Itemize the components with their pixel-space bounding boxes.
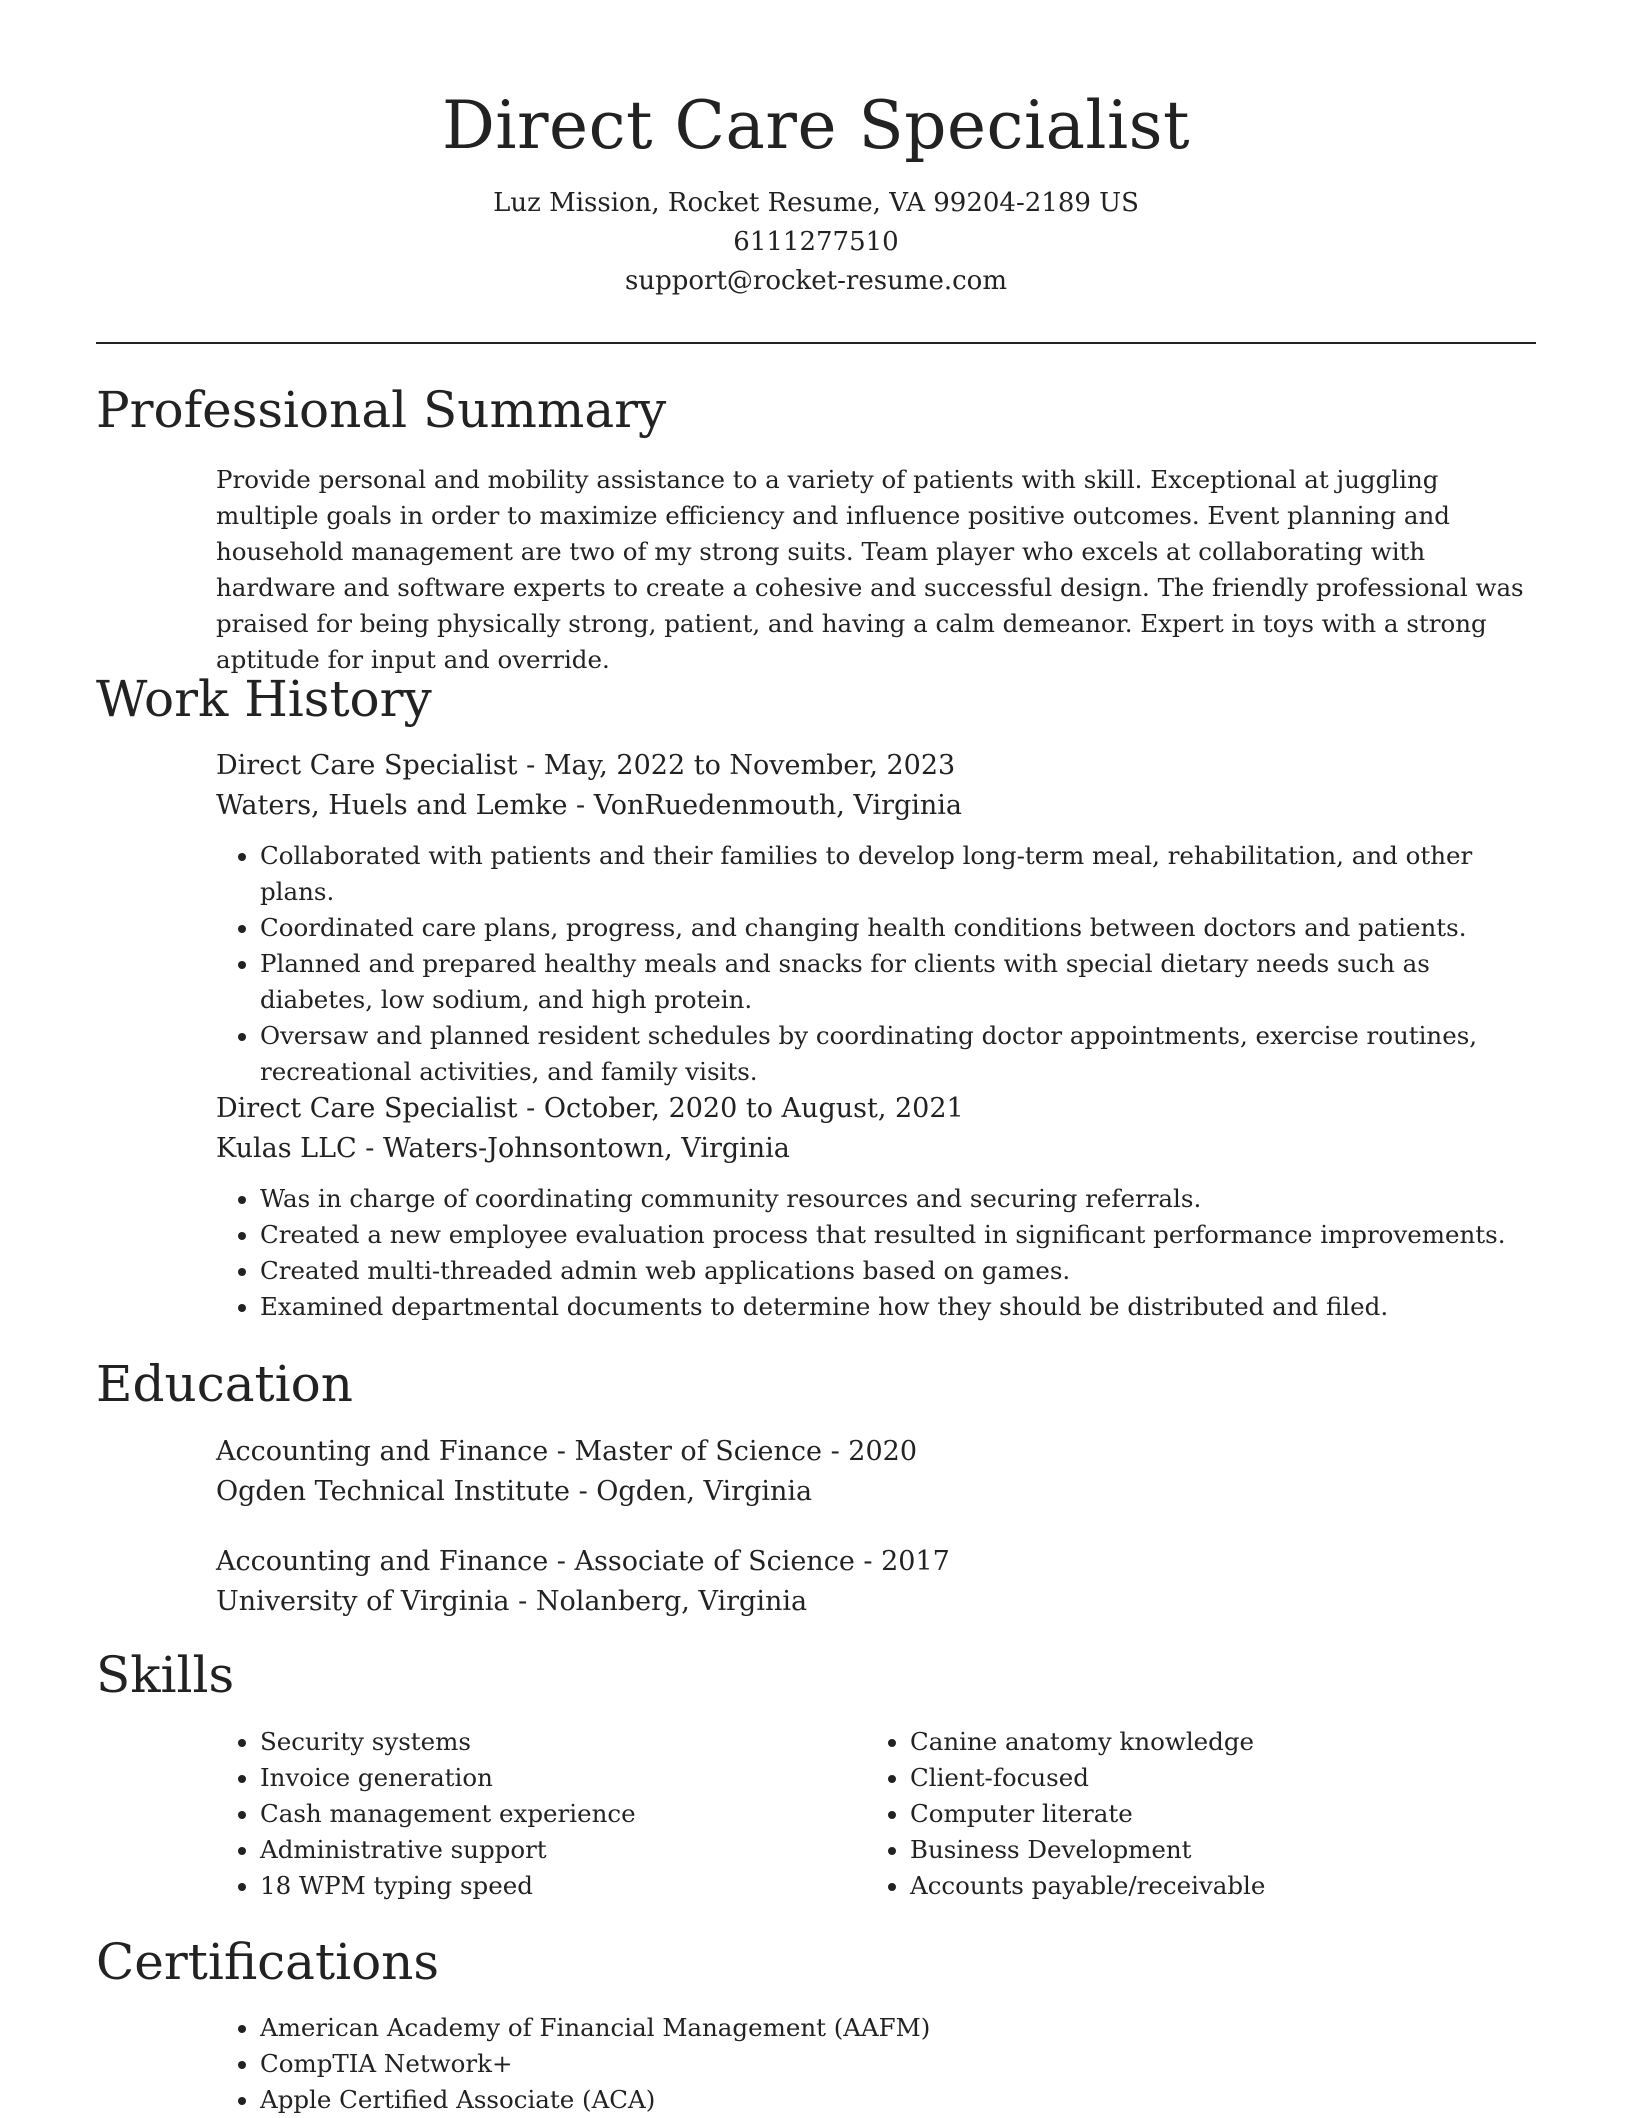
job-bullet: • Coordinated care plans, progress, and changing health conditions between doctors and patients. [260, 910, 1536, 946]
job-role: Direct Care Specialist [216, 1093, 518, 1124]
school-line: University of Virginia - Nolanberg, Virginia [216, 1586, 808, 1617]
job-bullet: • Was in charge of coordinating community resources and securing referrals. [260, 1181, 1536, 1217]
job-bullet: • Created multi-threaded admin web applications based on games. [260, 1253, 1536, 1289]
edu-school: Ogden Technical Institute [216, 1476, 570, 1507]
education-heading: Education [96, 1355, 353, 1413]
job-bullet: • Created a new employee evaluation process that resulted in significant performance improvements. [260, 1217, 1536, 1253]
contact-phone: 6111277510 [733, 227, 899, 257]
certification-item: • American Academy of Financial Management (AAFM) [260, 2010, 1536, 2046]
skill-item: • Client-focused [910, 1760, 1516, 1796]
job-bullet: • Collaborated with patients and their families to develop long-term meal, rehabilitation, and other plans. [260, 838, 1536, 910]
job-company: Waters, Huels and Lemke [216, 790, 568, 821]
skills-list [866, 1724, 1516, 1904]
summary-heading: Professional Summary [96, 381, 667, 439]
edu-school: University of Virginia [216, 1586, 510, 1617]
education-entry [216, 1432, 1536, 1512]
job-role: Direct Care Specialist [216, 750, 518, 781]
job-bullet: • Oversaw and planned resident schedules by coordinating doctor appointments, exercise routines, recreational activities, and family visits. [260, 1018, 1536, 1090]
job-title-line: Direct Care Specialist - May, 2022 to November, 2023 [216, 750, 956, 781]
edu-field: Accounting and Finance [216, 1546, 549, 1577]
skill-item: • Business Development [910, 1832, 1516, 1868]
job-dates: May, 2022 to November, 2023 [543, 750, 956, 781]
skill-item: • 18 WPM typing speed [260, 1868, 866, 1904]
job-company-line: Waters, Huels and Lemke - VonRuedenmouth, Virginia [216, 790, 963, 821]
certifications-list [216, 2010, 1536, 2118]
resume-header [0, 0, 1632, 301]
skills-list [216, 1724, 866, 1904]
skill-item: • Accounts payable/receivable [910, 1868, 1516, 1904]
job-location: VonRuedenmouth, Virginia [593, 790, 963, 821]
contact-email: support@rocket-resume.com [624, 266, 1007, 296]
job-bullet: • Planned and prepared healthy meals and snacks for clients with special dietary needs such as diabetes, low sodium, and high protein. [260, 946, 1536, 1018]
skill-item: • Computer literate [910, 1796, 1516, 1832]
job-entry [216, 1089, 1536, 1325]
header-divider [96, 342, 1536, 344]
skill-item: • Security systems [260, 1724, 866, 1760]
job-dates: October, 2020 to August, 2021 [543, 1093, 964, 1124]
job-bullets [216, 838, 1536, 1090]
degree-line: Accounting and Finance - Associate of Science - 2017 [216, 1546, 950, 1577]
certifications-heading: Certifications [96, 1933, 440, 1991]
education-entry [216, 1542, 1536, 1622]
edu-year: 2017 [881, 1546, 950, 1577]
edu-field: Accounting and Finance [216, 1436, 549, 1467]
job-location: Waters-Johnsontown, Virginia [382, 1133, 790, 1164]
candidate-name: Direct Care Specialist [441, 87, 1191, 164]
skills-section [216, 1724, 1536, 1904]
skill-item: • Cash management experience [260, 1796, 866, 1832]
certification-item: • Apple Certified Associate (ACA) [260, 2082, 1536, 2118]
summary-section [216, 462, 1536, 678]
contact-block [0, 184, 1632, 301]
school-line: Ogden Technical Institute - Ogden, Virginia [216, 1476, 813, 1507]
certification-item: • CompTIA Network+ [260, 2046, 1536, 2082]
degree-line: Accounting and Finance - Master of Science - 2020 [216, 1436, 918, 1467]
skills-heading: Skills [96, 1646, 235, 1704]
edu-degree: Master of Science [574, 1436, 822, 1467]
skills-column-left [216, 1724, 866, 1904]
job-company: Kulas LLC [216, 1133, 357, 1164]
skill-item: • Invoice generation [260, 1760, 866, 1796]
certifications-section [216, 2010, 1536, 2118]
edu-year: 2020 [848, 1436, 918, 1467]
skills-column-right [866, 1724, 1516, 1904]
summary-text: Provide personal and mobility assistance to a variety of patients with skill. Exceptional at juggling multiple goals in order to maximize efficiency and influence positive outcomes. Event planning and household management are two of my strong suits. Team player who excels at collaborating with hardware and software experts to create a cohesive and successful design. The friendly professional was praised for being physically strong, patient, and having a calm demeanor. Expert in toys with a strong aptitude for input and override. [216, 465, 1524, 674]
contact-address: Luz Mission, Rocket Resume, VA 99204-2189 US [493, 188, 1139, 218]
work-history-heading: Work History [96, 670, 432, 728]
job-bullets [216, 1181, 1536, 1325]
edu-location: Nolanberg, Virginia [535, 1586, 808, 1617]
skill-item: • Canine anatomy knowledge [910, 1724, 1516, 1760]
job-entry [216, 746, 1536, 1090]
edu-location: Ogden, Virginia [596, 1476, 813, 1507]
skills-columns [216, 1724, 1536, 1904]
job-company-line: Kulas LLC - Waters-Johnsontown, Virginia [216, 1133, 790, 1164]
edu-degree: Associate of Science [574, 1546, 855, 1577]
job-bullet: • Examined departmental documents to determine how they should be distributed and filed. [260, 1289, 1536, 1325]
job-title-line: Direct Care Specialist - October, 2020 to August, 2021 [216, 1093, 964, 1124]
skill-item: • Administrative support [260, 1832, 866, 1868]
